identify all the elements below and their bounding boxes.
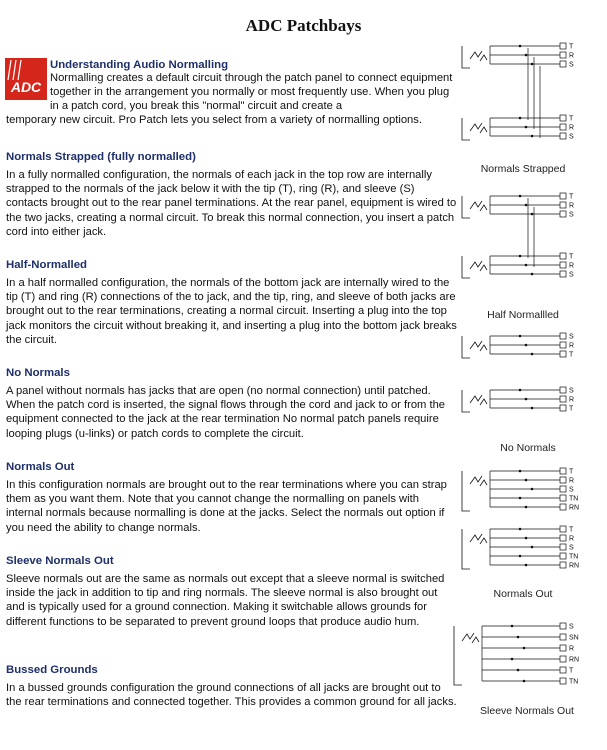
section-body: A panel without normals has jacks that are open (no normal connection) until patched. When the patch cord is inserted, the signal flows through the cord and jack to or from the equipment connected to the jack at the rear termination No normal patch panels require looping plugs (u-links) or patch cords to complete the circuit. xyxy=(6,385,446,440)
junction-dot xyxy=(525,506,528,509)
terminal xyxy=(560,115,566,121)
terminal xyxy=(560,562,566,568)
jack-contact xyxy=(470,341,482,349)
junction-dot xyxy=(531,63,534,66)
section-no-normals xyxy=(6,366,458,441)
junction-dot xyxy=(519,335,522,338)
junction-dot xyxy=(519,255,522,258)
terminal-label: S xyxy=(569,211,574,219)
junction-dot xyxy=(525,479,528,482)
caption-half-normalled: Half Normallled xyxy=(487,309,559,321)
terminal xyxy=(560,124,566,130)
no-normals-diagram xyxy=(458,330,598,438)
jack-contact xyxy=(480,55,487,61)
terminal xyxy=(560,544,566,550)
terminal xyxy=(560,351,566,357)
caption-normals-out: Normals Out xyxy=(493,588,553,600)
terminal-label: S xyxy=(569,623,574,631)
jack-contact xyxy=(480,127,487,133)
terminal-label: R xyxy=(569,477,575,485)
terminal xyxy=(560,667,566,673)
jack-contact xyxy=(470,123,482,131)
terminal xyxy=(560,634,566,640)
terminal xyxy=(560,396,566,402)
section-heading: Normals Out xyxy=(6,461,75,473)
jack-contact xyxy=(470,534,482,542)
terminal xyxy=(560,133,566,139)
junction-dot xyxy=(523,647,526,650)
terminal-label: S xyxy=(569,271,574,279)
junction-dot xyxy=(511,658,514,661)
section-heading: No Normals xyxy=(6,367,70,379)
terminal xyxy=(560,486,566,492)
section-body: Sleeve normals out are the same as normals out except that a sleeve normal is switched inside the jack in addition to tip and ring normals. The sleeve normal is also brought out and is typically used for a ground connection. Making it switchable allows grounds for different functions to be separated to prevent ground loops that produce audio hum. xyxy=(6,573,445,628)
terminal-label: R xyxy=(569,396,575,404)
junction-dot xyxy=(525,126,528,129)
terminal-label: T xyxy=(569,115,574,123)
terminal-label: R xyxy=(569,124,575,132)
terminal-label: S xyxy=(569,133,574,141)
terminal-label: R xyxy=(569,342,575,350)
sleeve-normals-out-diagram xyxy=(450,620,600,702)
terminal xyxy=(560,271,566,277)
jack-frame xyxy=(462,46,470,68)
jack-contact xyxy=(470,201,482,209)
terminal xyxy=(560,526,566,532)
section-bussed-grounds xyxy=(6,663,458,709)
caption-sleeve-normals-out: Sleeve Normals Out xyxy=(480,705,574,717)
junction-dot xyxy=(523,680,526,683)
terminal xyxy=(560,387,566,393)
terminal xyxy=(560,52,566,58)
section-sleeve-normals-out xyxy=(6,554,458,629)
jack-frame xyxy=(462,196,470,218)
terminal xyxy=(560,553,566,559)
section-heading: Half-Normalled xyxy=(6,259,88,271)
terminal-label: S xyxy=(569,544,574,552)
jack-contact xyxy=(480,205,487,211)
normals-strapped-diagram xyxy=(458,38,598,164)
jack-frame xyxy=(462,471,470,511)
terminal xyxy=(560,623,566,629)
terminal xyxy=(560,405,566,411)
terminal-label: TN xyxy=(569,495,579,503)
jack-frame xyxy=(454,626,462,685)
terminal xyxy=(560,477,566,483)
junction-dot xyxy=(519,555,522,558)
terminal-label: R xyxy=(569,535,575,543)
junction-dot xyxy=(525,54,528,57)
jack-contact xyxy=(480,345,487,351)
intro-heading: Understanding Audio Normalling xyxy=(50,59,229,71)
terminal-label: RN xyxy=(569,656,580,664)
intro-body: Normalling creates a default circuit through the patch panel to connect equipment together in the arrangement you normally or most frequently use. When you plug in a patch cord, you break this "normal" circuit and create a xyxy=(50,72,453,113)
section-body: In a half normalled configuration, the normals of the bottom jack are internally wired to the tip (T) and ring (R) connections of the to jack, and the tip, ring, and sleeve of both jacks are brought out to the rear terminations, creating a normal circuit. Inserting a plug into the top jack monitors the circuit without breaking it, and inserting a plug into the bottom jack breaks the circuit. xyxy=(6,277,457,346)
terminal-label: R xyxy=(569,202,575,210)
terminal xyxy=(560,645,566,651)
terminal-label: T xyxy=(569,405,574,413)
terminal xyxy=(560,468,566,474)
terminal-label: SN xyxy=(569,634,579,642)
junction-dot xyxy=(531,135,534,138)
section-body: In this configuration normals are brought out to the rear terminations where you can strap them as you want them. Note that you cannot change the normalling on panels with internal normals because normalling is done at the jacks. Select the normals out option if you need the ability to change normals. xyxy=(6,479,447,534)
terminal xyxy=(560,193,566,199)
junction-dot xyxy=(519,528,522,531)
terminal-label: T xyxy=(569,468,574,476)
terminal xyxy=(560,211,566,217)
terminal xyxy=(560,202,566,208)
junction-dot xyxy=(519,117,522,120)
terminal xyxy=(560,342,566,348)
section-heading: Bussed Grounds xyxy=(6,664,98,676)
jack-contact xyxy=(480,399,487,405)
terminal-label: T xyxy=(569,667,574,675)
adc-logo xyxy=(5,58,47,100)
terminal-label: T xyxy=(569,253,574,261)
junction-dot xyxy=(511,625,514,628)
junction-dot xyxy=(519,470,522,473)
terminal xyxy=(560,656,566,662)
terminal-label: S xyxy=(569,486,574,494)
terminal-label: S xyxy=(569,387,574,395)
terminal-label: RN xyxy=(569,504,580,512)
terminal xyxy=(560,678,566,684)
junction-dot xyxy=(519,45,522,48)
terminal-label: S xyxy=(569,61,574,69)
terminal xyxy=(560,262,566,268)
terminal-label: T xyxy=(569,526,574,534)
junction-dot xyxy=(525,204,528,207)
terminal-label: R xyxy=(569,645,575,653)
jack-contact xyxy=(462,633,474,641)
junction-dot xyxy=(531,546,534,549)
junction-dot xyxy=(519,389,522,392)
junction-dot xyxy=(525,537,528,540)
caption-no-normals: No Normals xyxy=(500,442,556,454)
section-heading: Sleeve Normals Out xyxy=(6,555,114,567)
jack-contact xyxy=(470,476,482,484)
jack-contact xyxy=(470,51,482,59)
junction-dot xyxy=(525,264,528,267)
caption-normals-strapped: Normals Strapped xyxy=(480,163,566,175)
junction-dot xyxy=(531,273,534,276)
section-body: In a bussed grounds configuration the ground connections of all jacks are brought out to the rear terminations and connected together. This provides a common ground for all jacks. xyxy=(6,682,457,709)
junction-dot xyxy=(531,488,534,491)
jack-contact xyxy=(472,637,479,643)
terminal-label: T xyxy=(569,193,574,201)
section-heading: Normals Strapped (fully normalled) xyxy=(6,151,196,163)
page-title: ADC Patchbays xyxy=(245,16,362,35)
terminal-label: TN xyxy=(569,553,579,561)
terminal xyxy=(560,61,566,67)
jack-frame xyxy=(462,336,470,358)
junction-dot xyxy=(531,353,534,356)
terminal xyxy=(560,333,566,339)
section-normals-strapped xyxy=(6,150,458,239)
half-normalled-diagram xyxy=(458,190,598,308)
terminal-label: T xyxy=(569,43,574,51)
jack-frame xyxy=(462,529,470,569)
normals-out-diagram xyxy=(458,465,598,585)
junction-dot xyxy=(519,497,522,500)
terminal-label: S xyxy=(569,333,574,341)
junction-dot xyxy=(525,398,528,401)
junction-dot xyxy=(525,344,528,347)
jack-frame xyxy=(462,390,470,412)
jack-contact xyxy=(480,480,487,486)
terminal xyxy=(560,43,566,49)
junction-dot xyxy=(517,669,520,672)
intro-body-cont: temporary new circuit. Pro Patch lets you select from a variety of normalling options. xyxy=(6,114,422,126)
junction-dot xyxy=(531,407,534,410)
jack-frame xyxy=(462,256,470,278)
terminal xyxy=(560,253,566,259)
logo-text: ADC xyxy=(10,79,42,95)
jack-frame xyxy=(462,118,470,140)
junction-dot xyxy=(519,195,522,198)
junction-dot xyxy=(517,636,520,639)
section-body: In a fully normalled configuration, the normals of each jack in the top row are internally strapped to the normals of the jack below it with the tip (T), ring (R), and sleeve (S) contacts brought out to the rear panel terminations. At the rear panel, equipment is wired to the two jacks, creating a normal circuit. To break this normal connection, you insert a patch cord into either jack. xyxy=(6,169,457,238)
junction-dot xyxy=(531,213,534,216)
jack-contact xyxy=(470,261,482,269)
terminal xyxy=(560,504,566,510)
jack-contact xyxy=(480,265,487,271)
junction-dot xyxy=(525,564,528,567)
section-half-normalled xyxy=(6,258,458,347)
terminal xyxy=(560,495,566,501)
terminal-label: R xyxy=(569,52,575,60)
jack-contact xyxy=(480,538,487,544)
section-normals-out xyxy=(6,460,458,535)
terminal-label: T xyxy=(569,351,574,359)
terminal-label: R xyxy=(569,262,575,270)
terminal-label: TN xyxy=(569,678,579,686)
jack-contact xyxy=(470,395,482,403)
terminal xyxy=(560,535,566,541)
terminal-label: RN xyxy=(569,562,580,570)
